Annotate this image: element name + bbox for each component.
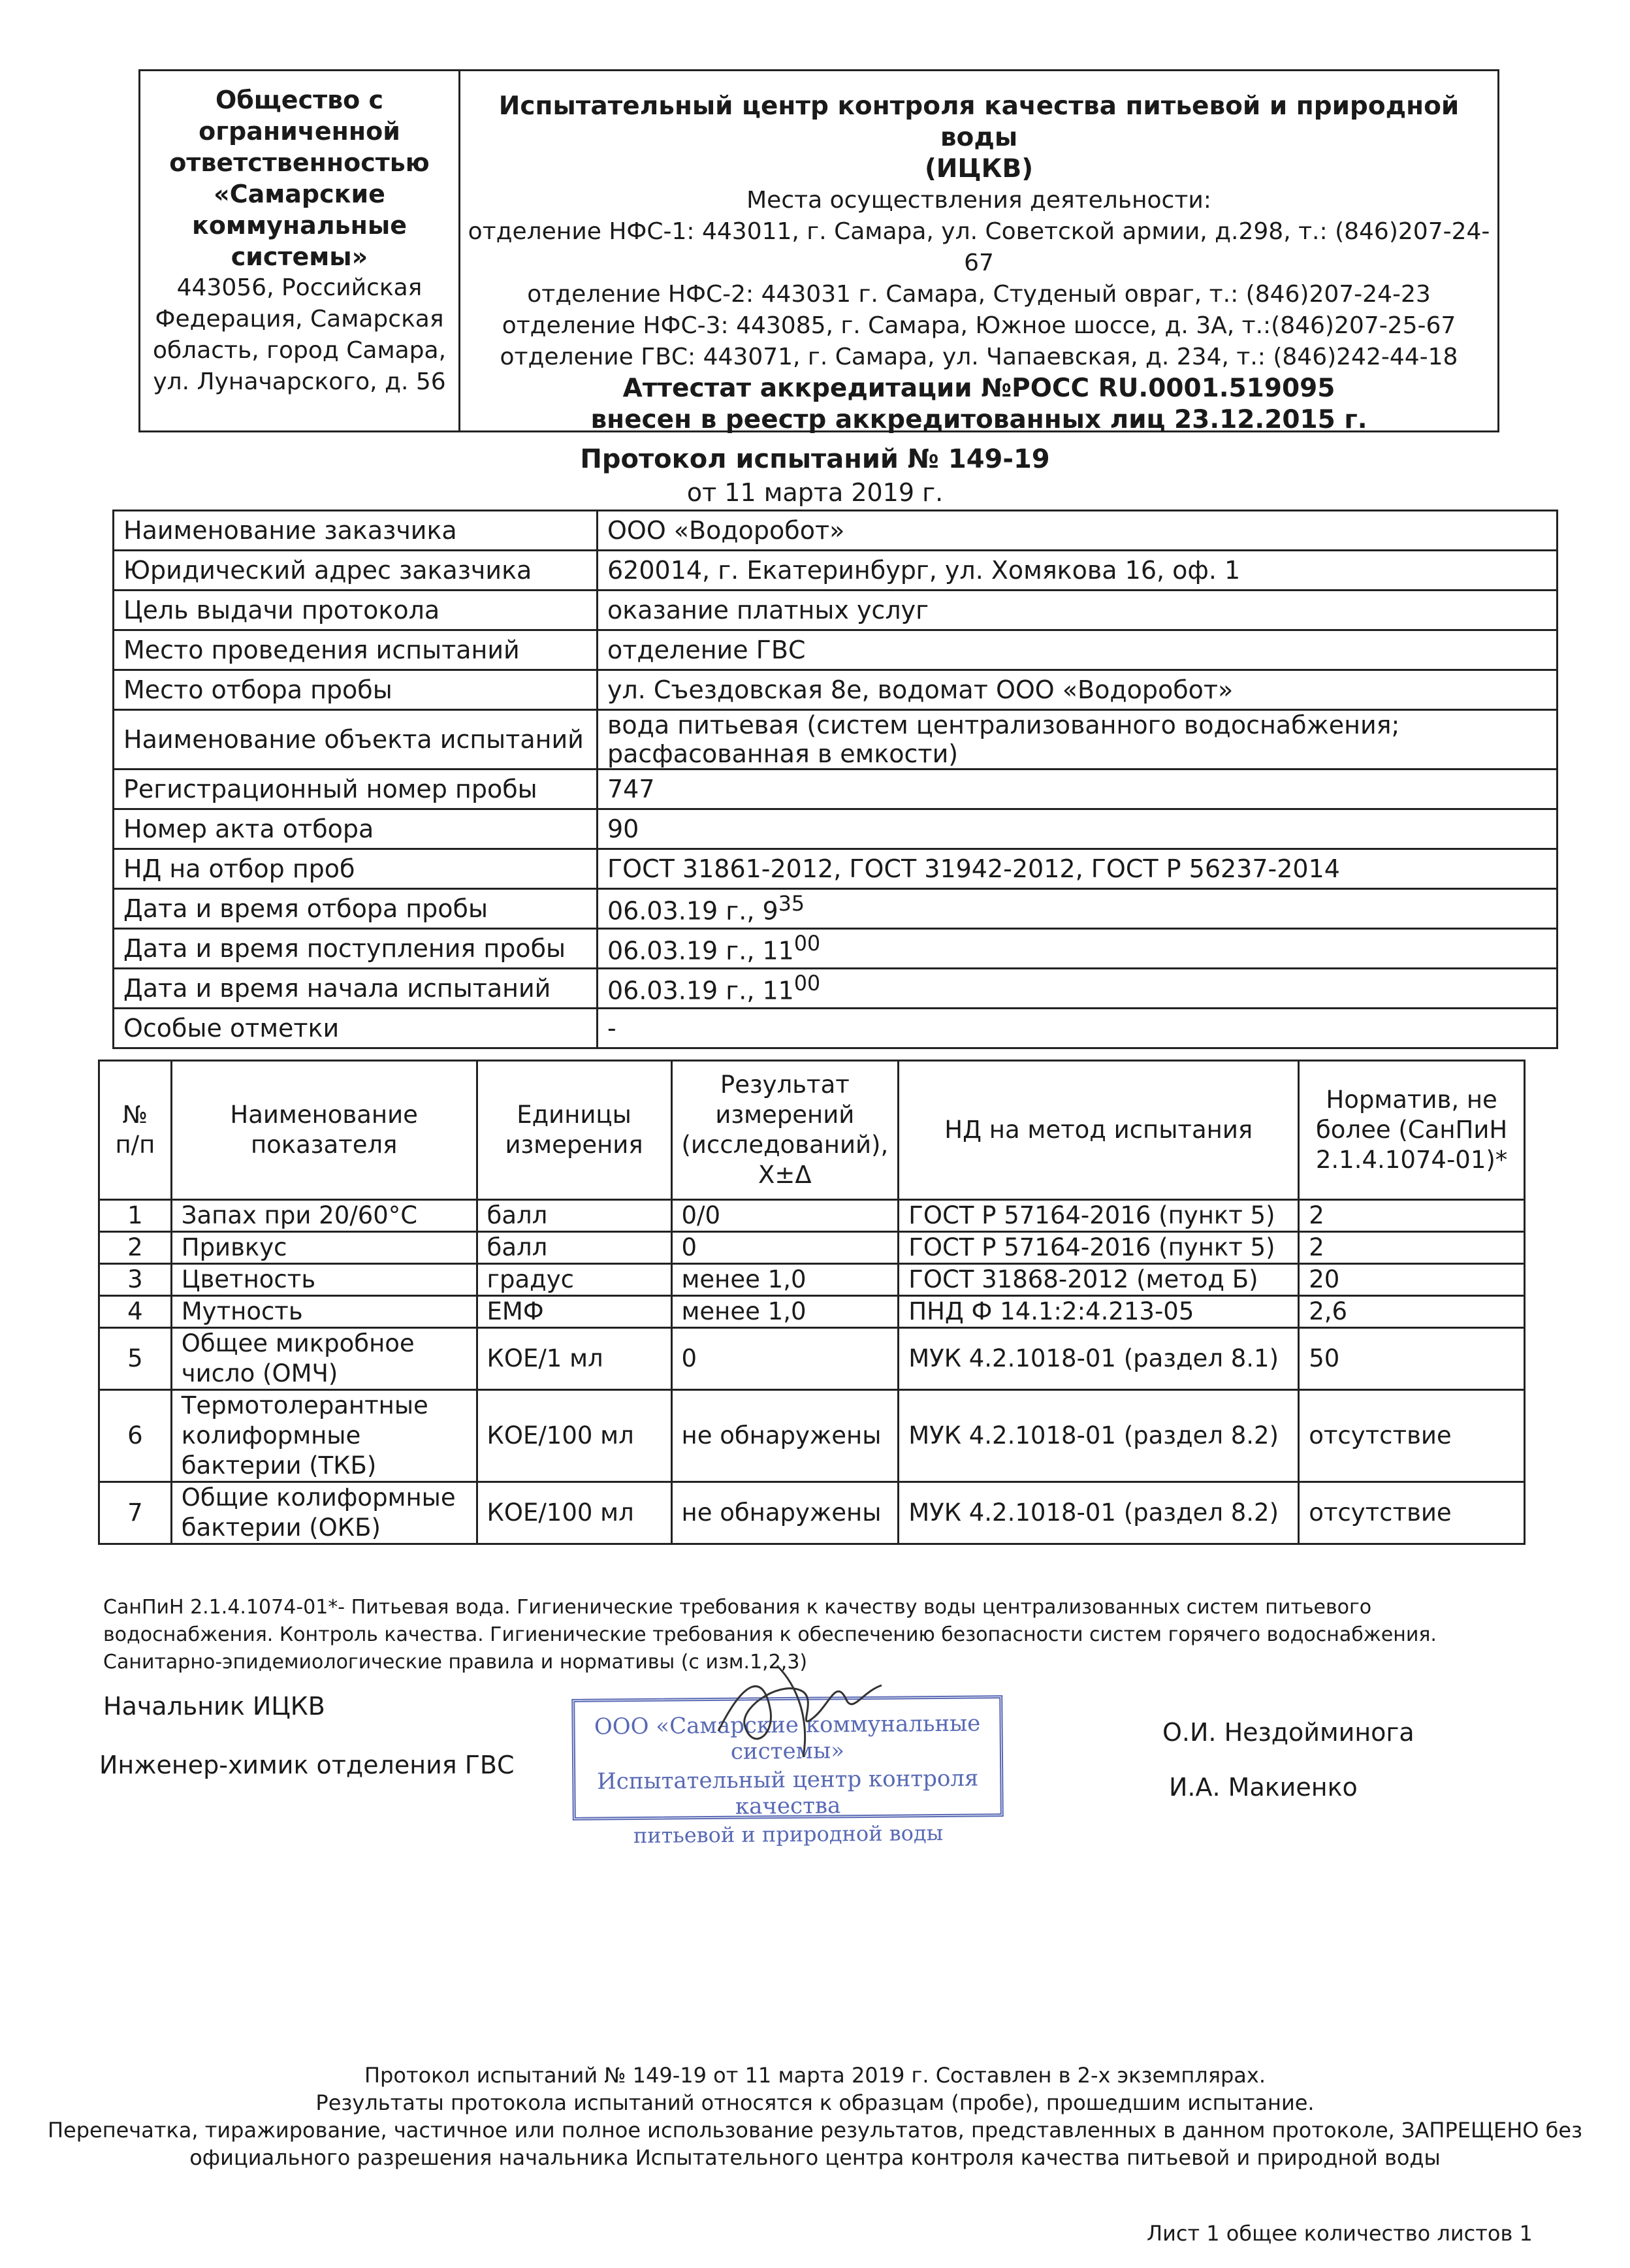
info-value: ул. Съездовская 8е, водомат ООО «Водоробот»	[598, 670, 1558, 710]
stamp-line: Испытательный центр контроля качества	[597, 1765, 979, 1820]
engineer-title: Инженер-химик отделения ГВС	[99, 1751, 515, 1779]
info-row	[114, 551, 1558, 591]
info-label: Дата и время отбора пробы	[114, 889, 598, 929]
row-norm: 2	[1299, 1200, 1525, 1232]
results-header-row	[99, 1061, 1525, 1200]
info-value: вода питьевая (систем централизованного водоснабжения; расфасованная в емкости)	[598, 710, 1558, 770]
time-minutes: 00	[793, 971, 821, 996]
table-row	[99, 1328, 1525, 1390]
info-label: Дата и время поступления пробы	[114, 929, 598, 969]
header-unit: Единицы измерения	[477, 1061, 671, 1200]
header-result: Результат измерений (исследований), X±Δ	[671, 1061, 899, 1200]
org-name-line: системы»	[231, 242, 368, 271]
row-num: 1	[99, 1200, 172, 1232]
row-result: менее 1,0	[671, 1296, 899, 1328]
info-label: Наименование заказчика	[114, 511, 598, 551]
accreditation-line: Аттестат аккредитации №РОСС RU.0001.519095	[622, 374, 1335, 403]
row-num: 2	[99, 1232, 172, 1264]
table-row	[99, 1200, 1525, 1232]
row-num: 7	[99, 1482, 172, 1544]
info-value: оказание платных услуг	[598, 591, 1558, 630]
row-unit: балл	[477, 1200, 671, 1232]
info-value: 620014, г. Екатеринбург, ул. Хомякова 16, оф. 1	[598, 551, 1558, 591]
header-method: НД на метод испытания	[899, 1061, 1299, 1200]
info-label: Место отбора пробы	[114, 670, 598, 710]
row-method: ГОСТ Р 57164-2016 (пункт 5)	[899, 1200, 1299, 1232]
info-row	[114, 670, 1558, 710]
head-name: О.И. Нездойминога	[1162, 1718, 1414, 1747]
header-name: Наименование показателя	[171, 1061, 477, 1200]
testing-center-block	[460, 71, 1497, 434]
info-label: Место проведения испытаний	[114, 630, 598, 670]
table-row	[99, 1482, 1525, 1544]
row-name: Общие колиформные бактерии (ОКБ)	[171, 1482, 477, 1544]
info-label: Дата и время начала испытаний	[114, 969, 598, 1009]
row-unit: градус	[477, 1264, 671, 1296]
info-label: Наименование объекта испытаний	[114, 710, 598, 770]
org-name-line: ограниченной	[199, 117, 400, 146]
info-row	[114, 809, 1558, 849]
info-row	[114, 770, 1558, 809]
row-unit: КОЕ/100 мл	[477, 1482, 671, 1544]
organization-block	[140, 71, 460, 430]
row-num: 5	[99, 1328, 172, 1390]
table-row	[99, 1390, 1525, 1482]
signature-stroke	[718, 1685, 882, 1739]
date-value: 06.03.19 г., 11	[607, 936, 794, 965]
row-result: 0	[671, 1232, 899, 1264]
info-value: ООО «Водоробот»	[598, 511, 1558, 551]
sample-info-table	[112, 510, 1558, 1049]
stamp-line: питьевой и природной воды	[633, 1820, 944, 1849]
row-norm: отсутствие	[1299, 1390, 1525, 1482]
info-value: -	[598, 1009, 1558, 1048]
info-row	[114, 889, 1558, 929]
row-method: ГОСТ Р 57164-2016 (пункт 5)	[899, 1232, 1299, 1264]
bottom-scope-note: Результаты протокола испытаний относятся к образцам (пробе), прошедшим испытание.	[315, 2090, 1315, 2115]
row-norm: 50	[1299, 1328, 1525, 1390]
row-norm: 20	[1299, 1264, 1525, 1296]
time-minutes: 00	[793, 932, 821, 956]
row-result: не обнаружены	[671, 1390, 899, 1482]
info-value	[598, 969, 1558, 1009]
handwritten-signature	[705, 1653, 901, 1770]
stamp-line: ООО «Самарские коммунальные системы»	[594, 1710, 981, 1765]
date-value: 06.03.19 г., 9	[607, 896, 778, 926]
info-value: 90	[598, 809, 1558, 849]
org-name-line: Общество с	[215, 86, 384, 114]
row-result: 0/0	[671, 1200, 899, 1232]
row-norm: 2	[1299, 1232, 1525, 1264]
info-value	[598, 889, 1558, 929]
location-line: отделение НФС-3: 443085, г. Самара, Южное шоссе, д. 3А, т.:(846)207-25-67	[502, 312, 1456, 339]
accreditation-registry-line: внесен в реестр аккредитованных лиц 23.12.2015 г.	[590, 405, 1367, 434]
protocol-date: от 11 марта 2019 г.	[686, 478, 944, 507]
info-label: Юридический адрес заказчика	[114, 551, 598, 591]
row-name: Привкус	[171, 1232, 477, 1264]
header-norm: Норматив, не более (СанПиН 2.1.4.1074-01)*	[1299, 1061, 1525, 1200]
info-value: отделение ГВС	[598, 630, 1558, 670]
org-address-line: Федерация, Самарская	[155, 306, 444, 332]
row-num: 6	[99, 1390, 172, 1482]
header-block	[138, 69, 1499, 432]
info-row	[114, 710, 1558, 770]
org-name-line: ответственностью	[169, 148, 430, 177]
row-result: менее 1,0	[671, 1264, 899, 1296]
info-row	[114, 929, 1558, 969]
row-method: МУК 4.2.1018-01 (раздел 8.2)	[899, 1482, 1299, 1544]
date-value: 06.03.19 г., 11	[607, 976, 794, 1005]
row-method: ГОСТ 31868-2012 (метод Б)	[899, 1264, 1299, 1296]
bottom-permission-note: официального разрешения начальника Испытательного центра контроля качества питьевой и природной воды	[189, 2145, 1441, 2170]
org-address-line: ул. Луначарского, д. 56	[153, 368, 446, 395]
info-row	[114, 511, 1558, 551]
info-row	[114, 1009, 1558, 1048]
info-label: Номер акта отбора	[114, 809, 598, 849]
center-title: Испытательный центр контроля качества питьевой и природной воды	[498, 91, 1460, 152]
engineer-name: И.А. Макиенко	[1169, 1773, 1358, 1802]
head-title: Начальник ИЦКВ	[103, 1692, 325, 1721]
header-num: № п/п	[99, 1061, 172, 1200]
row-result: не обнаружены	[671, 1482, 899, 1544]
row-norm: 2,6	[1299, 1296, 1525, 1328]
info-value: ГОСТ 31861-2012, ГОСТ 31942-2012, ГОСТ Р 56237-2014	[598, 849, 1558, 889]
row-unit: КОЕ/1 мл	[477, 1328, 671, 1390]
table-row	[99, 1296, 1525, 1328]
row-method: МУК 4.2.1018-01 (раздел 8.1)	[899, 1328, 1299, 1390]
org-address-line: 443056, Российская	[176, 274, 423, 301]
row-name: Цветность	[171, 1264, 477, 1296]
protocol-title: Протокол испытаний № 149-19	[580, 444, 1050, 474]
row-name: Мутность	[171, 1296, 477, 1328]
results-table	[98, 1060, 1526, 1545]
sheet-count: Лист 1 общее количество листов 1	[1147, 2221, 1533, 2246]
location-line: отделение НФС-2: 443031 г. Самара, Студеный овраг, т.: (846)207-24-23	[527, 281, 1431, 308]
time-minutes: 35	[778, 892, 805, 916]
info-row	[114, 849, 1558, 889]
row-num: 3	[99, 1264, 172, 1296]
bottom-copies-note: Протокол испытаний № 149-19 от 11 марта 2019 г. Составлен в 2-х экземплярах.	[364, 2063, 1266, 2088]
row-method: ПНД Ф 14.1:2:4.213-05	[899, 1296, 1299, 1328]
row-unit: ЕМФ	[477, 1296, 671, 1328]
row-unit: балл	[477, 1232, 671, 1264]
bottom-reprint-note: Перепечатка, тиражирование, частичное или полное использование результатов, представленных в данном протоколе, ЗАПРЕЩЕНО без	[47, 2118, 1583, 2143]
signature-stroke	[777, 1666, 805, 1757]
info-row	[114, 969, 1558, 1009]
info-value: 747	[598, 770, 1558, 809]
table-row	[99, 1264, 1525, 1296]
row-name: Термотолерантные колиформные бактерии (ТКБ)	[171, 1390, 477, 1482]
location-line: отделение НФС-1: 443011, г. Самара, ул. Советской армии, д.298, т.: (846)207-24-67	[468, 218, 1490, 276]
org-name-line: коммунальные	[192, 211, 407, 240]
row-num: 4	[99, 1296, 172, 1328]
info-row	[114, 630, 1558, 670]
sanpin-footnote: СанПиН 2.1.4.1074-01*- Питьевая вода. Гигиенические требования к качеству воды централизованных систем питьевого водоснабжения. Контроль качества. Гигиенические требования к обеспечению безопасности систем горячего водоснабжения. Санитарно-эпидемиологические правила и нормативы (с изм.1,2,3)	[103, 1596, 1437, 1674]
row-name: Общее микробное число (ОМЧ)	[171, 1328, 477, 1390]
locations-label: Места осуществления деятельности:	[746, 187, 1211, 214]
row-norm: отсутствие	[1299, 1482, 1525, 1544]
location-line: отделение ГВС: 443071, г. Самара, ул. Чапаевская, д. 234, т.: (846)242-44-18	[500, 344, 1458, 370]
info-row	[114, 591, 1558, 630]
info-value	[598, 929, 1558, 969]
info-label: Особые отметки	[114, 1009, 598, 1048]
row-name: Запах при 20/60°С	[171, 1200, 477, 1232]
info-label: Цель выдачи протокола	[114, 591, 598, 630]
info-label: Регистрационный номер пробы	[114, 770, 598, 809]
info-label: НД на отбор проб	[114, 849, 598, 889]
row-result: 0	[671, 1328, 899, 1390]
table-row	[99, 1232, 1525, 1264]
center-abbrev: (ИЦКВ)	[924, 154, 1034, 184]
org-address-line: область, город Самара,	[152, 337, 447, 364]
row-method: МУК 4.2.1018-01 (раздел 8.2)	[899, 1390, 1299, 1482]
row-unit: КОЕ/100 мл	[477, 1390, 671, 1482]
org-name-line: «Самарские	[214, 180, 385, 208]
